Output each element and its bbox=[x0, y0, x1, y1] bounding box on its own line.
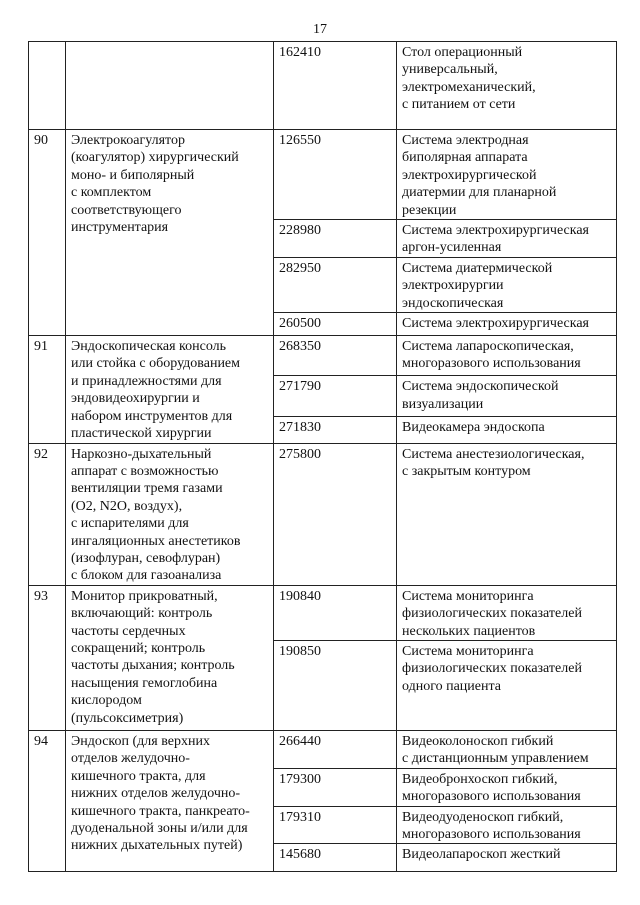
description-cell: Стол операционный универсальный, электромеханический, с питанием от сети bbox=[397, 42, 617, 130]
item-number-cell: 90 bbox=[29, 130, 66, 336]
table-row bbox=[29, 585, 617, 640]
code-cell: 190850 bbox=[274, 640, 397, 730]
equipment-name-cell: Электрокоагулятор (коагулятор) хирургический моно- и биполярный с комплектом соответствующего инструментария bbox=[66, 130, 274, 336]
description-cell: Система мониторинга физиологических показателей одного пациента bbox=[397, 640, 617, 730]
description-cell: Видеодуоденоскоп гибкий, многоразового использования bbox=[397, 806, 617, 844]
equipment-name-cell bbox=[66, 42, 274, 130]
description-cell: Видеоколоноскоп гибкий с дистанционным управлением bbox=[397, 730, 617, 768]
description-cell: Система электрохирургическая аргон-усиленная bbox=[397, 220, 617, 258]
table-row bbox=[29, 336, 617, 376]
description-cell: Система лапароскопическая, многоразового использования bbox=[397, 336, 617, 376]
description-cell: Система эндоскопической визуализации bbox=[397, 376, 617, 416]
item-number-cell bbox=[29, 42, 66, 130]
equipment-name-cell: Наркозно-дыхательный аппарат с возможностью вентиляции тремя газами (O2, N2O, воздух), с испарителями для ингаляционных анестетиков (изофлуран, севофлуран) с блоком для газоанализа bbox=[66, 443, 274, 585]
description-cell: Видеолапароскоп жесткий bbox=[397, 844, 617, 872]
table-row bbox=[29, 42, 617, 130]
code-cell: 271830 bbox=[274, 416, 397, 443]
description-cell: Система анестезиологическая, с закрытым контуром bbox=[397, 443, 617, 585]
code-cell: 282950 bbox=[274, 257, 397, 312]
item-number-cell: 92 bbox=[29, 443, 66, 585]
code-cell: 179310 bbox=[274, 806, 397, 844]
equipment-name-cell: Эндоскоп (для верхних отделов желудочно- кишечного тракта, для нижних отделов желудочно- кишечного тракта, панкреато- дуоденальной зоны и/или для нижних дыхательных путей) bbox=[66, 730, 274, 871]
description-cell: Система электродная биполярная аппарата электрохирургической диатермии для планарной резекции bbox=[397, 130, 617, 220]
equipment-table bbox=[28, 41, 617, 872]
table-row bbox=[29, 443, 617, 585]
code-cell: 179300 bbox=[274, 768, 397, 806]
page-number: 17 bbox=[313, 22, 327, 37]
description-cell: Система электрохирургическая bbox=[397, 313, 617, 336]
equipment-name-cell: Монитор прикроватный, включающий: контроль частоты сердечных сокращений; контроль частоты дыхания; контроль насыщения гемоглобина кислородом (пульсоксиметрия) bbox=[66, 585, 274, 730]
table-row bbox=[29, 730, 617, 768]
table-row bbox=[29, 130, 617, 220]
equipment-name-cell: Эндоскопическая консоль или стойка с оборудованием и принадлежностями для эндовидеохирургии и набором инструментов для пластической хирургии bbox=[66, 336, 274, 443]
code-cell: 228980 bbox=[274, 220, 397, 258]
code-cell: 126550 bbox=[274, 130, 397, 220]
description-cell: Система мониторинга физиологических показателей нескольких пациентов bbox=[397, 585, 617, 640]
description-cell: Видеокамера эндоскопа bbox=[397, 416, 617, 443]
code-cell: 268350 bbox=[274, 336, 397, 376]
code-cell: 260500 bbox=[274, 313, 397, 336]
description-cell: Видеобронхоскоп гибкий, многоразового использования bbox=[397, 768, 617, 806]
item-number-cell: 93 bbox=[29, 585, 66, 730]
code-cell: 275800 bbox=[274, 443, 397, 585]
item-number-cell: 94 bbox=[29, 730, 66, 871]
code-cell: 162410 bbox=[274, 42, 397, 130]
code-cell: 145680 bbox=[274, 844, 397, 872]
item-number-cell: 91 bbox=[29, 336, 66, 443]
description-cell: Система диатермической электрохирургии эндоскопическая bbox=[397, 257, 617, 312]
code-cell: 271790 bbox=[274, 376, 397, 416]
code-cell: 266440 bbox=[274, 730, 397, 768]
code-cell: 190840 bbox=[274, 585, 397, 640]
